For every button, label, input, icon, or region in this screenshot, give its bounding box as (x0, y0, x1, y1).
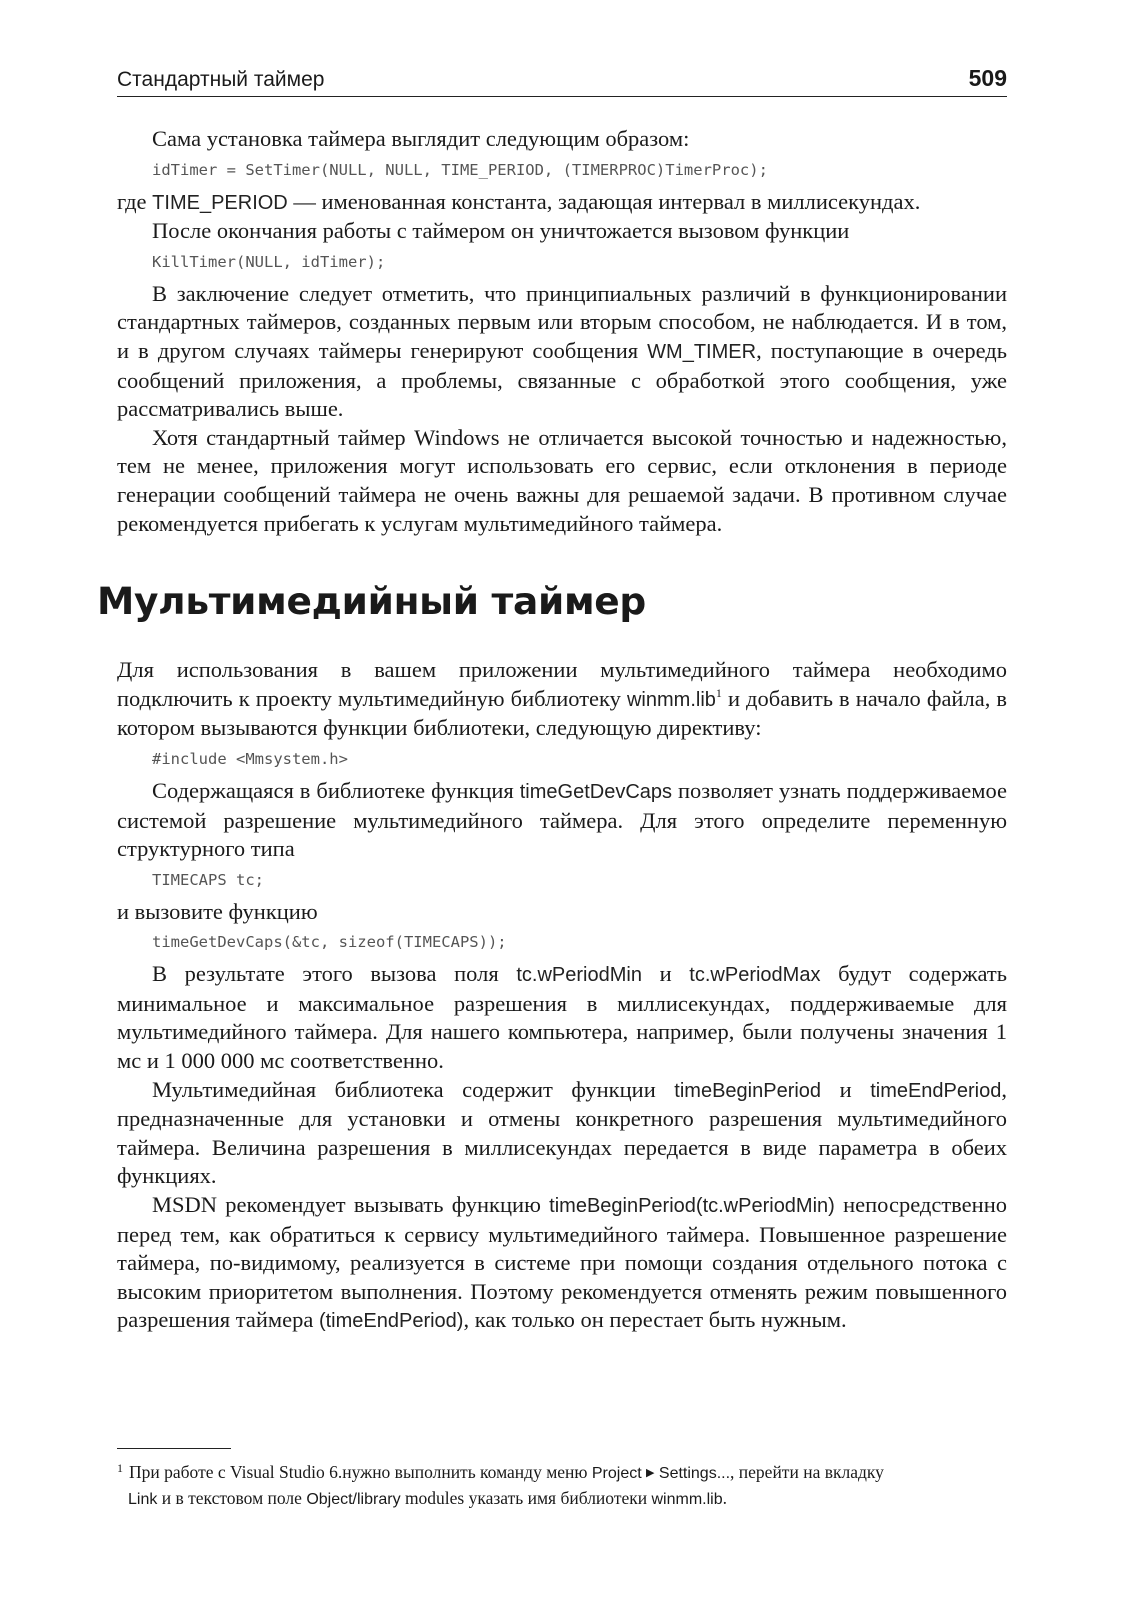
text-run: , предназначенные для установки и отмены конкретного разрешения мультимедийного таймера. Величина разрешения в миллисекундах передается в виде параметра в обеих функциях. (117, 1076, 1007, 1189)
text-run: , как только он перестает быть нужным. (463, 1307, 847, 1333)
paragraph: Хотя стандартный таймер Windows не отличается высокой точностью и надежностью, тем не менее, приложения могут использовать его сервис, если отклонения в периоде генерации сообщений таймера не очень важны для решаемой задачи. В противном случае рекомендуется прибегать к услугам мультимедийного таймера. (117, 424, 1007, 536)
text-run: и добавить в начало файла, в котором вызываются функции библиотеки, следующую директиву: (117, 685, 1008, 741)
text-run: Для использования в вашем приложении мультимедийного таймера необходимо подключить к проекту мультимедийную библиотеку (117, 657, 1007, 711)
paragraph: После окончания работы с таймером он уничтожается вызовом функции (152, 218, 850, 244)
text-run: Мультимедийная библиотека содержит функции (152, 1076, 675, 1102)
inline-code: tc.wPeriodMax (689, 964, 821, 987)
text-run: . (722, 1488, 727, 1508)
body-text (97, 125, 1008, 1336)
code-line: timeGetDevCaps(&tc, sizeof(TIMECAPS)); (152, 933, 507, 952)
text-run: где (117, 188, 153, 214)
code-line: TIMECAPS tc; (152, 870, 264, 889)
footnote-line-1 (117, 1456, 1007, 1486)
paragraph (117, 1076, 1007, 1191)
text-run: и (641, 961, 690, 987)
page (97, 58, 1008, 1336)
tab-name: Link (128, 1491, 158, 1508)
text-run: MSDN рекомендует вызывать функцию (152, 1192, 550, 1218)
inline-code: TIME_PERIOD (152, 191, 288, 214)
menu-name: Settings... (658, 1465, 731, 1482)
paragraph (117, 280, 1007, 424)
text-run: и (821, 1076, 871, 1102)
paragraph (117, 1191, 1007, 1336)
code-line: #include <Mmsystem.h> (152, 749, 348, 768)
inline-code: (timeEndPeriod) (318, 1310, 464, 1333)
library-name: winmm.lib (651, 1491, 723, 1508)
field-name: Object/library (306, 1491, 401, 1508)
inline-code: timeEndPeriod (870, 1079, 1002, 1102)
paragraph: Сама установка таймера выглядит следующим образом: (152, 126, 690, 151)
inline-code: winmm.lib (626, 688, 716, 711)
running-header (117, 58, 1007, 97)
text-run: modules указать имя библиотеки (400, 1488, 652, 1508)
footnote (117, 1456, 1007, 1512)
text-run: Содержащаяся в библиотеке функция (152, 777, 520, 803)
footnote-mark: 1 (117, 1461, 123, 1475)
section-heading: Мультимедийный таймер (97, 579, 646, 624)
inline-code: timeBeginPeriod(tc.wPeriodMin) (549, 1195, 835, 1218)
text-run: , перейти на вкладку (730, 1462, 884, 1482)
text-run: — именованная константа, задающая интервал в миллисекундах. (287, 188, 921, 214)
paragraph (117, 188, 1007, 218)
inline-code: tc.wPeriodMin (516, 964, 642, 987)
text-run: будут содержать минимальное и максимальное разрешения в миллисекундах, поддерживаемые для мультимедийного таймера. Для нашего компьютера, например, были получены значения 1 мс и 1 000 000 мс соответственно. (117, 961, 1008, 1074)
menu-name: Project (591, 1465, 642, 1482)
paragraph (117, 777, 1007, 864)
running-header-title: Стандартный таймер (117, 68, 325, 91)
inline-code: timeGetDevCaps (519, 780, 673, 803)
text-run: позволяет узнать поддерживаемое системой разрешение мультимедийного таймера. Для этого определите переменную структурного типа (117, 777, 1007, 862)
page-number: 509 (968, 65, 1007, 91)
footnote-line-2 (117, 1486, 1007, 1512)
paragraph (117, 656, 1007, 743)
footnote-rule (117, 1448, 231, 1449)
code-line: KillTimer(NULL, idTimer); (152, 252, 386, 271)
paragraph: и вызовите функцию (117, 898, 318, 924)
footnote-ref: 1 (715, 685, 722, 700)
text-run: непосредственно перед тем, как обратиться к сервису мультимедийного таймера. Повышенное разрешение таймера, по-видимому, реализуется в системе при помощи создания отдельного потока с высоким приоритетом выполнения. Поэтому рекомендуется отменять режим повышенного разрешения таймера (117, 1192, 1007, 1333)
inline-code: timeBeginPeriod (674, 1079, 822, 1102)
text-run: В заключение следует отметить, что принципиальных различий в функционировании стандартных таймеров, созданных первым или вторым способом, не наблюдается. И в том, и в другом случаях таймеры генерируют сообщения (117, 280, 1007, 363)
code-line: idTimer = SetTimer(NULL, NULL, TIME_PERIOD, (TIMERPROC)TimerProc); (152, 160, 768, 179)
menu-arrow-icon: ▶ (646, 1467, 655, 1479)
text-run: , поступающие в очередь сообщений приложения, а проблемы, связанные с обработкой этого сообщения, уже рассматривались выше. (117, 337, 1007, 422)
paragraph (117, 960, 1007, 1075)
text-run: При работе с Visual Studio 6.нужно выполнить команду меню (129, 1462, 592, 1482)
text-run: и в текстовом поле (157, 1488, 307, 1508)
text-run: В результате этого вызова поля (152, 961, 517, 987)
inline-code: WM_TIMER (647, 340, 757, 363)
